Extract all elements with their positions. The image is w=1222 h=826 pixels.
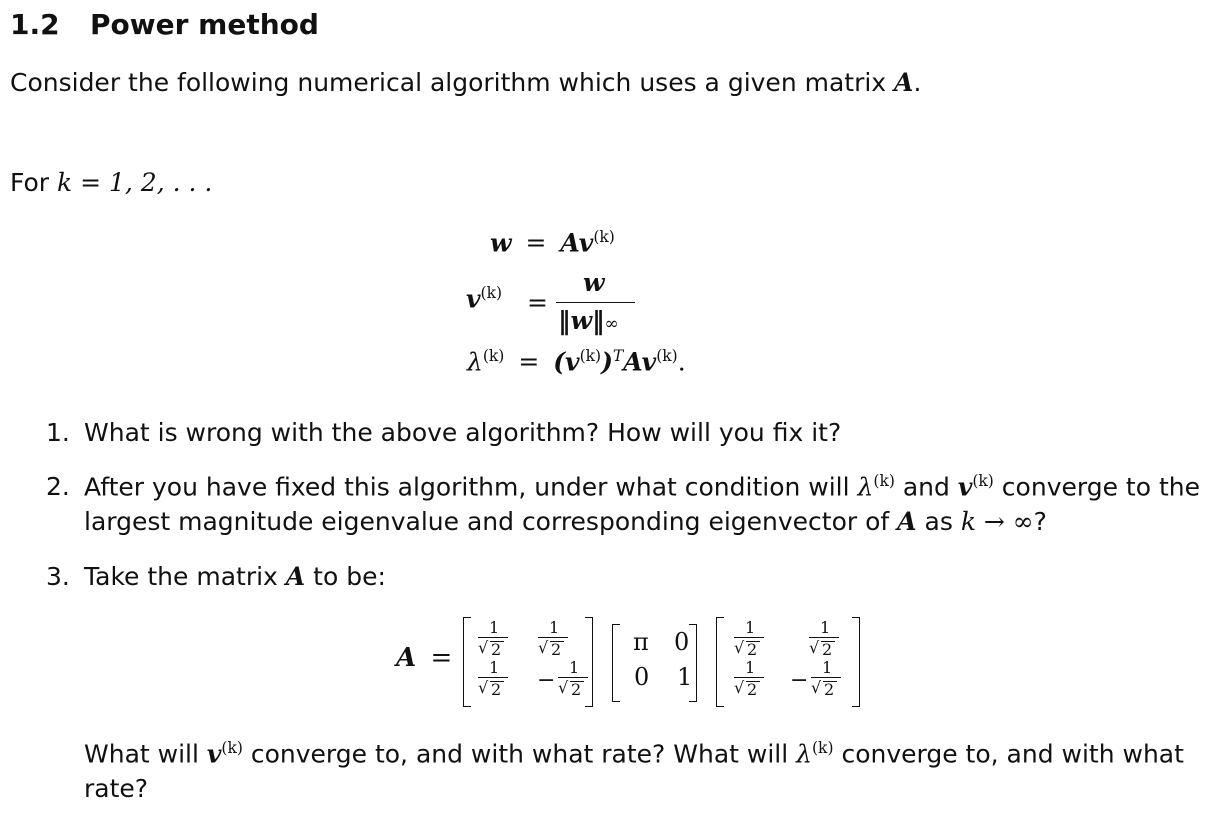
- q3-text-b: to be:: [305, 562, 386, 591]
- eq3-end: Av: [623, 347, 657, 377]
- eq2-numerator: w: [583, 268, 605, 297]
- matrix-3-cell-21: [733, 660, 793, 700]
- fraction-numerator: 1: [745, 658, 756, 677]
- matrix-3-left-bracket: [716, 617, 724, 707]
- eq3-period: .: [677, 347, 686, 377]
- section-title: Power method: [90, 8, 319, 41]
- final-v: v: [206, 739, 222, 769]
- final-sup-1: (k): [221, 739, 243, 757]
- sqrt-radicand: 2: [822, 640, 833, 659]
- question-1-text: What is wrong with the above algorithm? How will you fix it?: [84, 418, 842, 447]
- fraction-numerator: 1: [549, 618, 560, 637]
- eq3-open: (v: [553, 347, 580, 377]
- q2-limit: k → ∞: [960, 507, 1034, 536]
- q2-text-b: converge to the: [993, 472, 1200, 502]
- fraction-numerator: 1: [822, 658, 833, 677]
- question-2-number: 2.: [46, 472, 70, 501]
- matrix-3-cell-12: [808, 620, 868, 660]
- final-question-line-2: rate?: [84, 774, 149, 803]
- matrix-1-left-bracket: [463, 617, 471, 707]
- q2-v: v: [957, 472, 973, 502]
- sqrt-sign-icon: √: [734, 678, 745, 697]
- minus-sign: −: [790, 668, 809, 693]
- sqrt-radicand: 2: [824, 680, 835, 699]
- minus-sign: −: [537, 668, 556, 693]
- eq3-transpose: T: [612, 347, 624, 365]
- matrix-eq-lhs: [396, 643, 452, 673]
- eq2-lhs: v: [466, 284, 481, 314]
- matrix-2-zero-a: 0: [674, 628, 690, 656]
- matrix-eq-equals: =: [430, 643, 453, 673]
- q2-sup-1: (k): [873, 472, 895, 490]
- question-2-line-2: [84, 507, 1047, 536]
- q2-matrix-A: A: [897, 507, 917, 536]
- final-a: What will: [84, 739, 207, 769]
- fraction-numerator: 1: [569, 658, 580, 677]
- sqrt-radicand: 2: [747, 640, 758, 659]
- q2-text-a: After you have fixed this algorithm, under what condition will: [84, 472, 858, 502]
- matrix-3-cell-11: [733, 620, 793, 660]
- loop-header: [10, 168, 212, 197]
- eq1-sup: (k): [593, 228, 615, 246]
- q3-matrix-A: A: [285, 562, 306, 591]
- sqrt-radicand: 2: [747, 680, 758, 699]
- section-number: 1.2: [10, 8, 60, 41]
- eq2-den-sub: ∞: [604, 314, 619, 334]
- eq2-lhs-group: [466, 284, 502, 313]
- sqrt-sign-icon: √: [558, 678, 569, 697]
- eq2-den-norm: ‖w‖: [558, 306, 605, 335]
- q2-line2-b: as: [916, 507, 961, 536]
- sqrt-sign-icon: √: [478, 638, 489, 657]
- matrix-lhs-A: A: [396, 643, 417, 673]
- eq3-lhs: λ: [467, 347, 483, 377]
- matrix-2-left-bracket: [612, 624, 620, 702]
- final-sup-2: (k): [812, 739, 834, 757]
- final-question-line-1: [84, 739, 1184, 768]
- matrix-1-cell-21: [477, 660, 537, 700]
- q2-qmark: ?: [1033, 507, 1047, 536]
- eq3-sup3: (k): [656, 347, 678, 365]
- final-c: converge to, and with what: [833, 739, 1184, 769]
- q2-sup-2: (k): [972, 472, 994, 490]
- question-3-text: [84, 562, 386, 591]
- q2-line2-a: largest magnitude eigenvalue and corresponding eigenvector of: [84, 507, 898, 536]
- sqrt-radicand: 2: [551, 640, 562, 659]
- sqrt-radicand: 2: [491, 640, 502, 659]
- final-b: converge to, and with what rate? What will: [242, 739, 797, 769]
- eq2-sup: (k): [480, 284, 503, 302]
- sqrt-radicand: 2: [491, 680, 502, 699]
- matrix-symbol: A: [894, 68, 914, 97]
- eq2-fraction-bar: [556, 302, 635, 303]
- matrix-3-cell-22: [790, 660, 850, 700]
- question-1-number: 1.: [46, 418, 70, 447]
- eq1-equals: =: [525, 228, 547, 258]
- intro-paragraph: [10, 68, 921, 97]
- fraction-numerator: 1: [745, 618, 756, 637]
- equation-3: [467, 347, 686, 376]
- sqrt-sign-icon: √: [538, 638, 549, 657]
- sqrt-sign-icon: √: [809, 638, 820, 657]
- eq3-sup1: (k): [482, 347, 505, 365]
- sqrt-radicand: 2: [571, 680, 582, 699]
- loop-prefix: For: [10, 168, 58, 197]
- matrix-1-cell-11: [477, 620, 537, 660]
- fraction-numerator: 1: [489, 658, 500, 677]
- sqrt-sign-icon: √: [734, 638, 745, 657]
- final-lambda: λ: [796, 739, 812, 769]
- eq1-rhs: Av: [560, 228, 594, 258]
- sqrt-sign-icon: √: [811, 678, 822, 697]
- fraction-numerator: 1: [489, 618, 500, 637]
- q2-and: and: [894, 472, 958, 502]
- eq3-equals: =: [518, 347, 540, 377]
- matrix-1-cell-12: [537, 620, 597, 660]
- q3-text-a: Take the matrix: [84, 562, 286, 591]
- fraction-numerator: 1: [820, 618, 831, 637]
- loop-expression: k = 1, 2, . . .: [57, 168, 213, 197]
- matrix-1-cell-22: [537, 660, 597, 700]
- eq3-close: ): [601, 347, 613, 377]
- matrix-2-zero-b: 0: [634, 663, 650, 691]
- eq3-sup2: (k): [579, 347, 602, 365]
- equation-1: [490, 228, 615, 257]
- eq2-equals: =: [527, 288, 548, 317]
- matrix-2-one: 1: [677, 663, 693, 691]
- q2-lambda: λ: [857, 472, 874, 502]
- eq2-denominator: [558, 306, 619, 335]
- intro-period: .: [913, 68, 922, 97]
- matrix-2-pi: π: [633, 628, 649, 656]
- question-3-number: 3.: [46, 562, 70, 591]
- intro-text: Consider the following numerical algorithm which uses a given matrix: [10, 68, 895, 97]
- sqrt-sign-icon: √: [478, 678, 489, 697]
- eq1-lhs: w: [490, 228, 512, 258]
- question-2-line-1: [84, 472, 1200, 501]
